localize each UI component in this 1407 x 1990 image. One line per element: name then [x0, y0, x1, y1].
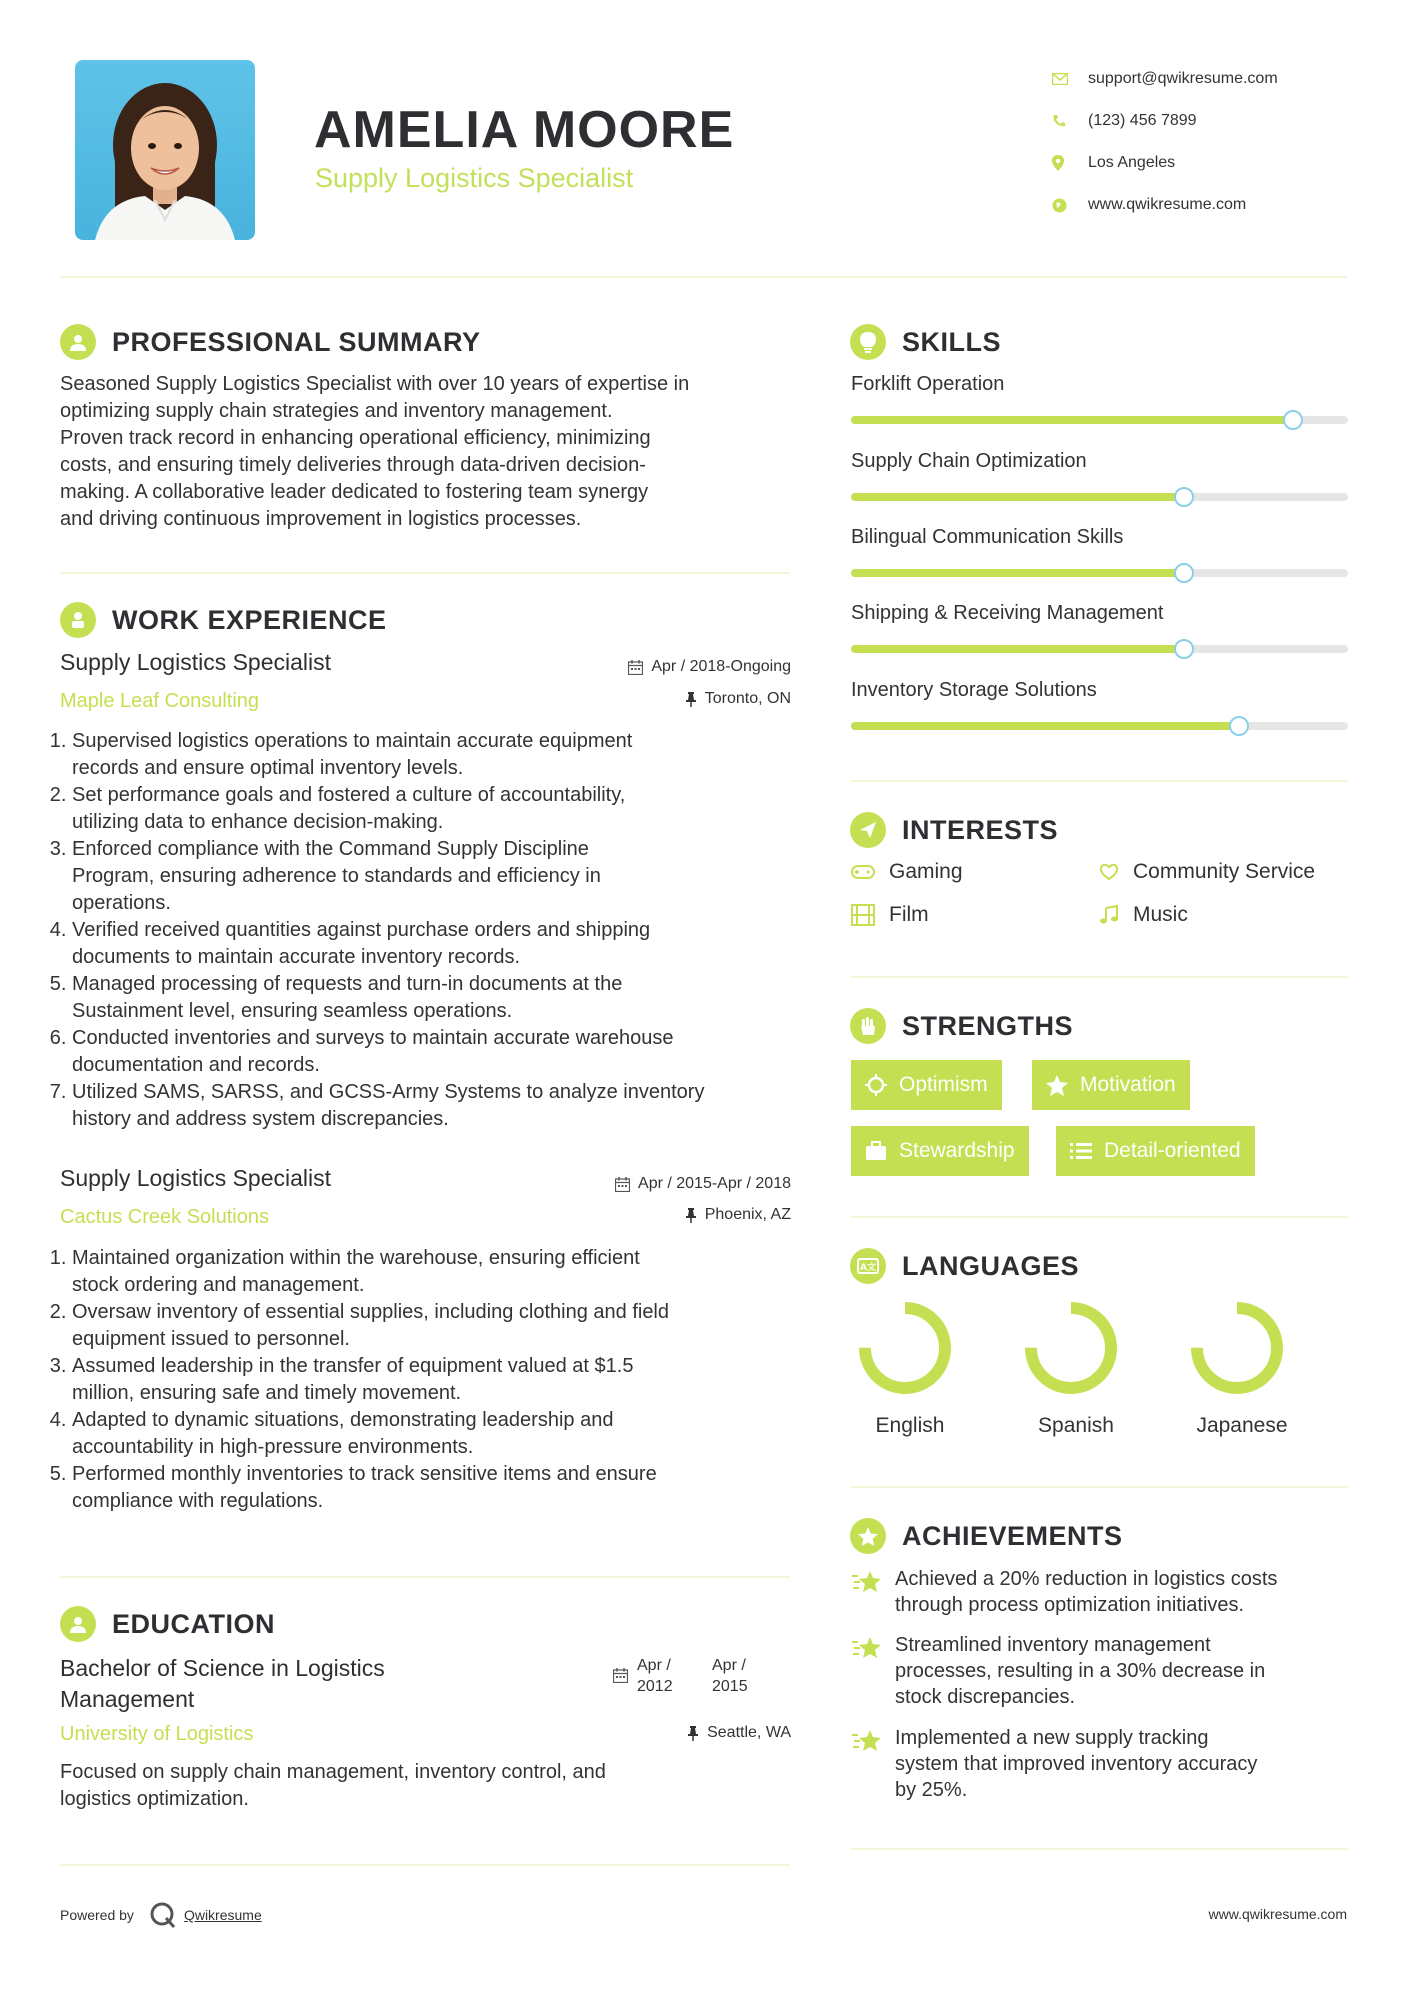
job-date	[540, 658, 791, 676]
language-ring-english	[855, 1298, 955, 1398]
skill-bar-knob[interactable]	[1229, 716, 1249, 736]
skill-bar	[851, 493, 1348, 501]
location-pin-icon	[1052, 155, 1088, 171]
candidate-role: Supply Logistics Specialist	[315, 163, 634, 193]
contact-email[interactable]	[1052, 58, 1278, 100]
sun-icon	[865, 1074, 887, 1096]
strength-chip-optimism	[851, 1060, 1002, 1110]
education-location-text: Seattle, WA	[707, 1724, 791, 1741]
portrait-illustration	[75, 60, 255, 240]
strength-label: Stewardship	[899, 1139, 1015, 1162]
graduate-icon	[60, 1606, 96, 1642]
language-ring-spanish	[1021, 1298, 1121, 1398]
job-company: Maple Leaf Consulting	[60, 690, 260, 712]
achievement-text: Achieved a 20% reduction in logistics costs through process optimization initiatives.	[895, 1568, 1278, 1616]
header-divider	[60, 276, 1347, 278]
skill-bar	[851, 569, 1348, 577]
star-icon	[1046, 1075, 1068, 1096]
job-responsibilities	[54, 1245, 814, 1515]
degree-line: Management	[60, 1686, 195, 1712]
contact-location	[1052, 142, 1278, 184]
interest-label: Music	[1133, 903, 1188, 926]
briefcase-user-icon	[60, 602, 96, 638]
skill-bar-knob[interactable]	[1174, 639, 1194, 659]
list-item: 6. Conducted inventories and surveys to maintain accurate warehouse documentation and records.	[72, 1025, 814, 1079]
list-item: 2. Set performance goals and fostered a culture of accountability, utilizing data to enhance decision-making.	[72, 782, 814, 836]
achievement-text: Streamlined inventory management processes, resulting in a 30% decrease in stock discrepancies.	[895, 1634, 1266, 1708]
job-date	[540, 1175, 791, 1193]
music-note-icon	[1099, 905, 1119, 925]
strength-chip-detail-oriented	[1056, 1126, 1255, 1176]
footer-powered-by	[60, 1900, 262, 1930]
job-responsibilities	[54, 728, 814, 1133]
summary-line: making. A collaborative leader dedicated to fostering team synergy	[60, 481, 649, 503]
interest-community-service	[1099, 860, 1315, 884]
contact-website-text: www.qwikresume.com	[1088, 196, 1247, 213]
shooting-star-icon	[851, 1568, 883, 1594]
paper-plane-icon	[850, 812, 886, 848]
section-divider	[851, 976, 1348, 978]
list-icon	[1070, 1142, 1092, 1160]
achievement-item	[851, 1632, 1351, 1710]
section-divider	[851, 780, 1348, 782]
job-date-text: Apr / 2018-Ongoing	[651, 658, 791, 675]
skill-bar-fill	[851, 416, 1293, 424]
interests-title: INTERESTS	[902, 814, 1059, 845]
skill-name: Forklift Operation	[851, 373, 1005, 395]
qwikresume-logo-icon	[148, 1900, 178, 1930]
job-title: Supply Logistics Specialist	[60, 1165, 332, 1191]
achievements-heading	[850, 1518, 1123, 1554]
section-divider	[851, 1848, 1348, 1850]
list-item: 5. Managed processing of requests and turn-in documents at the Sustainment level, ensuring seamless operations.	[72, 971, 814, 1025]
skill-bar-fill	[851, 722, 1239, 730]
list-item: 7. Utilized SAMS, SARSS, and GCSS-Army Systems to analyze inventory history and address system discrepancies.	[72, 1079, 814, 1133]
school-name: University of Logistics	[60, 1723, 254, 1745]
contact-website[interactable]	[1052, 184, 1278, 226]
language-label: Spanish	[1038, 1414, 1114, 1437]
languages-heading	[850, 1248, 1079, 1284]
interests-heading	[850, 812, 1058, 848]
list-item: 5. Performed monthly inventories to track sensitive items and ensure compliance with regulations.	[72, 1461, 814, 1515]
skill-name: Inventory Storage Solutions	[851, 679, 1097, 701]
summary-title: PROFESSIONAL SUMMARY	[112, 326, 481, 357]
powered-by-label: Powered by	[60, 1907, 134, 1923]
skill-bar	[851, 645, 1348, 653]
language-label: English	[875, 1414, 945, 1437]
list-item: 3. Assumed leadership in the transfer of equipment valued at $1.5 million, ensuring safe and timely movement.	[72, 1353, 814, 1407]
strength-chip-stewardship	[851, 1126, 1029, 1176]
section-divider	[60, 1864, 790, 1866]
lightbulb-icon	[850, 324, 886, 360]
interest-music	[1099, 903, 1188, 927]
strengths-title: STRENGTHS	[902, 1010, 1074, 1041]
job-location-text: Toronto, ON	[704, 690, 791, 707]
skills-heading	[850, 324, 1001, 360]
skill-bar-fill	[851, 569, 1184, 577]
contact-list	[1052, 58, 1278, 226]
job-title: Supply Logistics Specialist	[60, 649, 332, 675]
globe-icon	[1052, 198, 1088, 213]
achievement-item	[851, 1725, 1351, 1803]
education-description: Focused on supply chain management, inventory control, and logistics optimization.	[60, 1761, 606, 1810]
skill-name: Supply Chain Optimization	[851, 450, 1087, 472]
summary-line: Proven track record in enhancing operational efficiency, minimizing	[60, 427, 651, 449]
pushpin-icon	[687, 1726, 699, 1741]
degree-line: Bachelor of Science in Logistics	[60, 1655, 385, 1681]
summary-line: and driving continuous improvement in logistics processes.	[60, 508, 582, 530]
skill-bar-knob[interactable]	[1283, 410, 1303, 430]
interest-label: Film	[889, 903, 929, 926]
achievement-text: Implemented a new supply tracking system that improved inventory accuracy by 25%.	[895, 1727, 1258, 1801]
skill-bar-knob[interactable]	[1174, 563, 1194, 583]
hand-icon	[850, 1008, 886, 1044]
skill-bar-knob[interactable]	[1174, 487, 1194, 507]
strength-label: Detail-oriented	[1104, 1139, 1241, 1162]
achievements-title: ACHIEVEMENTS	[902, 1520, 1123, 1551]
job-location	[540, 1206, 791, 1224]
strength-chip-motivation	[1032, 1060, 1190, 1110]
shooting-star-icon	[851, 1727, 883, 1753]
contact-phone-text: (123) 456 7899	[1088, 112, 1197, 129]
footer-url[interactable]: www.qwikresume.com	[1208, 1906, 1347, 1922]
skill-bar-fill	[851, 645, 1184, 653]
section-divider	[851, 1486, 1348, 1488]
calendar-icon	[615, 1177, 630, 1192]
experience-title: WORK EXPERIENCE	[112, 604, 387, 635]
section-divider	[60, 572, 790, 574]
contact-phone[interactable]	[1052, 100, 1278, 142]
education-location	[540, 1724, 791, 1742]
job-company: Cactus Creek Solutions	[60, 1206, 269, 1228]
briefcase-icon	[865, 1141, 887, 1161]
summary-text	[60, 371, 689, 533]
mail-icon	[1052, 73, 1088, 85]
interest-film	[851, 903, 929, 927]
list-item: 4. Adapted to dynamic situations, demonstrating leadership and accountability in high-pressure environments.	[72, 1407, 814, 1461]
phone-icon	[1052, 114, 1088, 128]
list-item: 1. Supervised logistics operations to maintain accurate equipment records and ensure optimal inventory levels.	[72, 728, 814, 782]
interest-gaming	[851, 860, 963, 884]
education-end-date: Apr / 2015	[712, 1657, 748, 1695]
contact-email-text: support@qwikresume.com	[1088, 70, 1278, 87]
list-item: 4. Verified received quantities against purchase orders and shipping documents to maintain accurate inventory records.	[72, 917, 814, 971]
skill-bar-fill	[851, 493, 1184, 501]
strength-label: Optimism	[899, 1073, 988, 1096]
summary-line: Seasoned Supply Logistics Specialist with over 10 years of expertise in	[60, 373, 690, 395]
job-date-text: Apr / 2015-Apr / 2018	[638, 1175, 791, 1192]
interest-label: Community Service	[1133, 860, 1316, 883]
achievement-item	[851, 1566, 1351, 1618]
summary-heading	[60, 324, 481, 360]
language-ring-japanese	[1187, 1298, 1287, 1398]
contact-location-text: Los Angeles	[1088, 154, 1176, 171]
heart-outline-icon	[1099, 863, 1119, 881]
skill-name: Shipping & Receiving Management	[851, 602, 1164, 624]
gamepad-icon	[851, 865, 875, 879]
skill-name: Bilingual Communication Skills	[851, 526, 1124, 548]
education-start-date: Apr / 2012	[637, 1657, 673, 1695]
calendar-icon	[628, 660, 643, 675]
skill-bar	[851, 722, 1348, 730]
section-divider	[851, 1216, 1348, 1218]
skills-title: SKILLS	[902, 326, 1002, 357]
list-item: 3. Enforced compliance with the Command Supply Discipline Program, ensuring adherence to standards and efficiency in operations.	[72, 836, 814, 917]
summary-line: optimizing supply chain strategies and inventory management.	[60, 400, 613, 422]
film-icon	[851, 904, 875, 926]
shooting-star-icon	[851, 1634, 883, 1660]
strength-label: Motivation	[1080, 1073, 1176, 1096]
list-item: 1. Maintained organization within the warehouse, ensuring efficient stock ordering and management.	[72, 1245, 814, 1299]
education-heading	[60, 1606, 275, 1642]
section-divider	[60, 1576, 790, 1578]
svg-text:A文: A文	[860, 1263, 876, 1273]
translate-icon	[850, 1248, 886, 1284]
profile-photo	[75, 60, 255, 240]
education-title: EDUCATION	[112, 1608, 275, 1639]
pushpin-icon	[685, 692, 697, 707]
experience-heading	[60, 602, 387, 638]
star-badge-icon	[850, 1518, 886, 1554]
strengths-heading	[850, 1008, 1073, 1044]
user-icon	[60, 324, 96, 360]
footer-brand-link[interactable]: Qwikresume	[183, 1907, 262, 1923]
languages-title: LANGUAGES	[902, 1250, 1080, 1281]
job-location-text: Phoenix, AZ	[704, 1206, 791, 1223]
calendar-icon	[613, 1668, 628, 1688]
degree-title	[60, 1653, 385, 1715]
language-label: Japanese	[1196, 1414, 1288, 1437]
list-item: 2. Oversaw inventory of essential supplies, including clothing and field equipment issued to personnel.	[72, 1299, 814, 1353]
job-location	[540, 690, 791, 708]
interest-label: Gaming	[889, 860, 963, 883]
skill-bar	[851, 416, 1348, 424]
summary-line: costs, and ensuring timely deliveries through data-driven decision-	[60, 454, 646, 476]
candidate-name: AMELIA MOORE	[314, 101, 735, 159]
pushpin-icon	[685, 1208, 697, 1223]
